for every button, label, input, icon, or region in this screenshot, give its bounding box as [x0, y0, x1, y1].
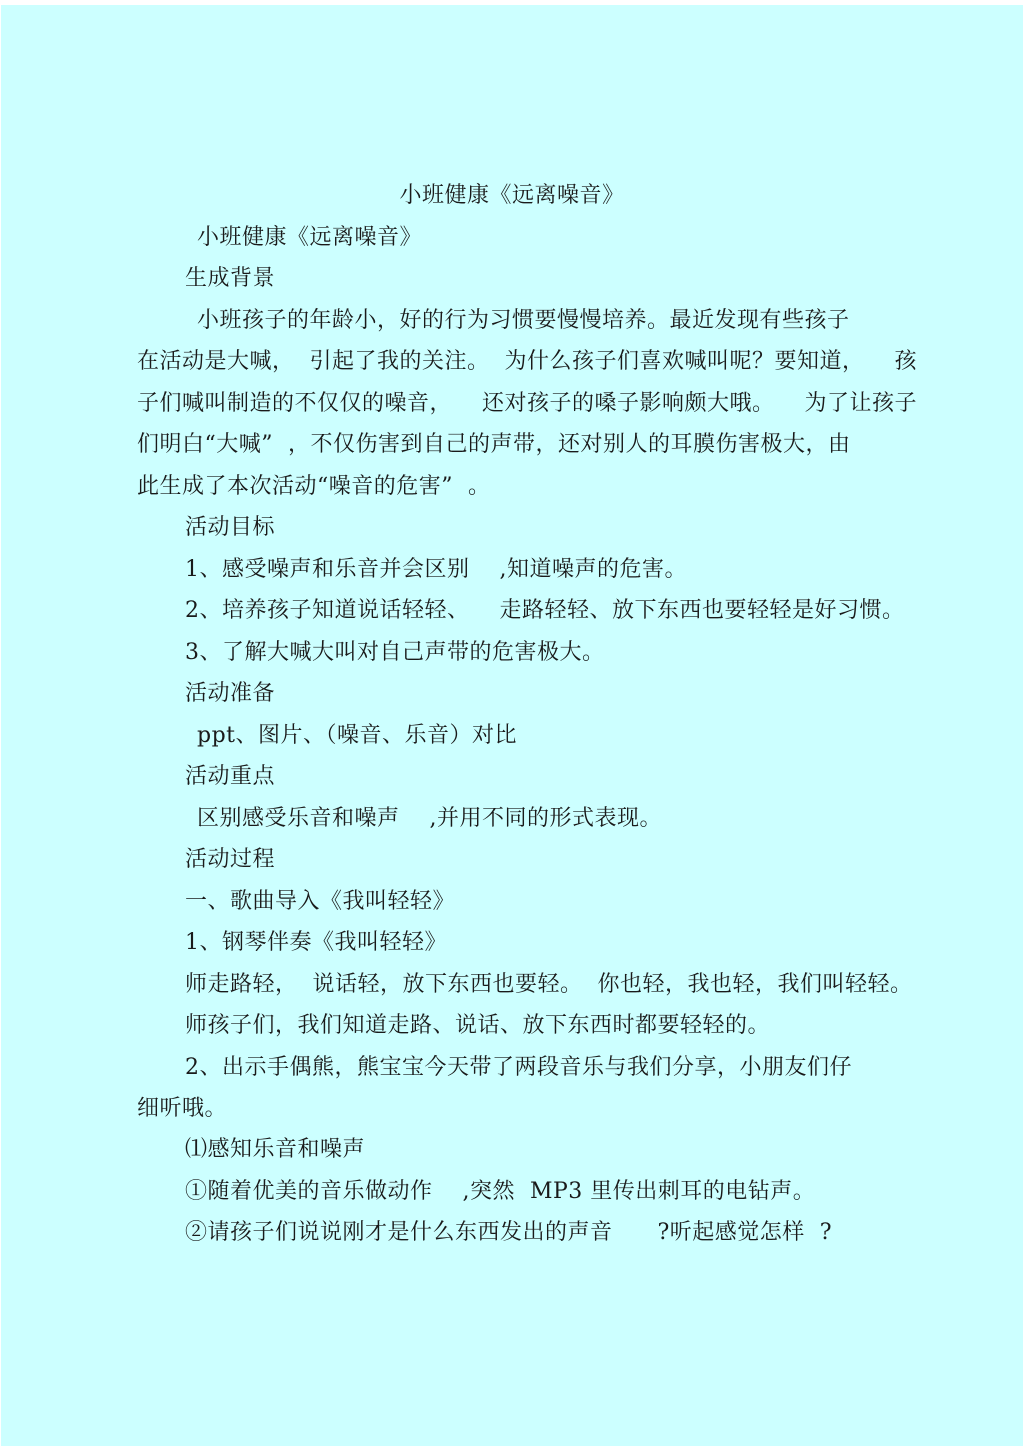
paragraph-line: 子们喊叫制造的不仅仅的噪音， 还对孩子的嗓子影响颇大哦。 为了让孩子 [137, 391, 917, 416]
list-item: ⑴感知乐音和噪声 [185, 1137, 366, 1162]
paragraph-line: 细听哦。 [137, 1096, 228, 1121]
subtitle: 小班健康《远离噪音》 [197, 225, 423, 250]
list-item: ②请孩子们说说刚才是什么东西发出的声音 ?听起感觉怎样 ? [185, 1220, 833, 1245]
paragraph-line: 小班孩子的年龄小，好的行为习惯要慢慢培养。最近发现有些孩子 [197, 308, 850, 333]
list-item: 2、培养孩子知道说话轻轻、 走路轻轻、放下东西也要轻轻是好习惯。 [185, 598, 905, 623]
list-item: 2、出示手偶熊，熊宝宝今天带了两段音乐与我们分享，小朋友们仔 [185, 1055, 852, 1080]
document-page [1, 5, 1023, 1446]
list-item: 3、了解大喊大叫对自己声带的危害极大。 [185, 640, 605, 665]
section-heading-goals: 活动目标 [185, 515, 276, 540]
paragraph-line: 们明白“大喊” ，不仅伤害到自己的声带，还对别人的耳膜伤害极大，由 [137, 432, 851, 457]
paragraph-line: 师走路轻， 说话轻，放下东西也要轻。 你也轻，我也轻，我们叫轻轻。 [185, 972, 913, 997]
section-heading-preparation: 活动准备 [185, 681, 276, 706]
paragraph-line: ppt、图片、（噪音、乐音）对比 [197, 723, 518, 748]
section-heading-background: 生成背景 [185, 266, 276, 291]
paragraph-line: 此生成了本次活动“噪音的危害” 。 [137, 474, 491, 499]
document-title: 小班健康《远离噪音》 [399, 183, 625, 208]
list-item: 1、钢琴伴奏《我叫轻轻》 [185, 930, 447, 955]
paragraph-line: 在活动是大喊， 引起了我的关注。 为什么孩子们喜欢喊叫呢？要知道， 孩 [137, 349, 917, 374]
section-heading-focus: 活动重点 [185, 764, 276, 789]
list-item: 1、感受噪声和乐音并会区别 ,知道噪声的危害。 [185, 557, 687, 582]
section-heading-process: 活动过程 [185, 847, 276, 872]
paragraph-line: 一、歌曲导入《我叫轻轻》 [185, 889, 456, 914]
paragraph-line: 区别感受乐音和噪声 ,并用不同的形式表现。 [197, 806, 662, 831]
list-item: ①随着优美的音乐做动作 ,突然 MP3 里传出刺耳的电钻声。 [185, 1179, 816, 1204]
paragraph-line: 师孩子们，我们知道走路、说话、放下东西时都要轻轻的。 [185, 1013, 771, 1038]
